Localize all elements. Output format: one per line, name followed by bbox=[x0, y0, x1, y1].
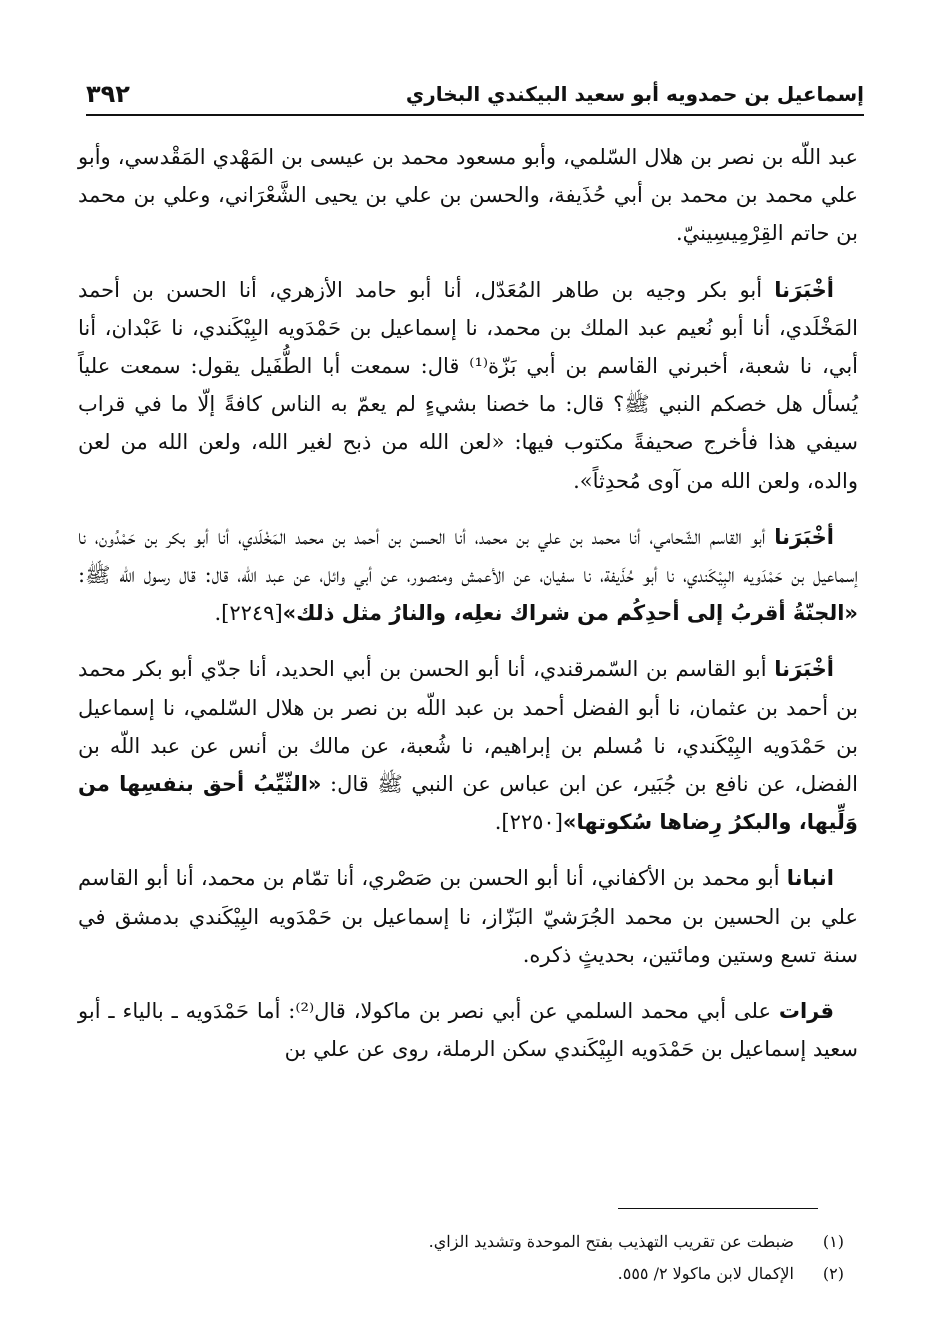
page-number: ٣٩٢ bbox=[86, 80, 130, 108]
footnote-text: ضبطت عن تقريب التهذيب بفتح الموحدة وتشديد الزاي. bbox=[428, 1232, 794, 1251]
paragraph bbox=[78, 859, 858, 974]
footnote bbox=[78, 1226, 844, 1258]
paragraph bbox=[78, 650, 858, 841]
footnotes bbox=[78, 1226, 844, 1290]
footnote-divider bbox=[618, 1208, 818, 1209]
paragraph-text: أبو بكر وجيه بن طاهر المُعَدّل، أنا أبو حامد الأزهري، أنا الحسن بن أحمد المَخْلَدي، أنا أبو نُعيم عبد الملك بن محمد، نا إسماعيل بن حَمْدَويه البِيْكَندي، نا عَبْدان، أنا أبي، نا شعبة، أخبرني القاسم بن أبي بَزّة⁽¹⁾ قال: سمعت أبا الطُّفَيل يقول: سمعت علياً يُسأل هل خصكم النبي ﷺ؟ قال: ما خصنا بشيءٍ لم يعمّ به الناس كافةً إلّا ما في قراب سيفي هذا فأخرج صحيفةً مكتوب فيها: «لعن الله من ذبح لغير الله، ولعن الله من لعن والده، ولعن الله من آوى مُحدِثاً». bbox=[78, 277, 858, 493]
hadith-text: «الثّيِّبُ أحق بنفسِها من وَلِّيها، والبكرُ رِضاها سُكوتها» bbox=[78, 772, 858, 835]
paragraph-lead: قرات bbox=[778, 999, 834, 1024]
paragraph bbox=[78, 138, 858, 253]
footnote-number: (٢) bbox=[822, 1264, 844, 1283]
paragraph-lead: انبانا bbox=[786, 866, 834, 891]
page-header bbox=[86, 74, 864, 116]
main-text bbox=[78, 138, 858, 1086]
paragraph bbox=[78, 271, 858, 500]
paragraph-text: أبو القاسم الشّحامي، أنا محمد بن علي بن محمد، أنا الحسن بن أحمد بن محمد المَخْلَدي، أنا أبو بكر بن حَمْدُون، نا إسماعيل بن حَمْدَويه البِيْكَندي، نا أبو حُذَيفة، نا سفيان، عن الأعمش ومنصور، عن أبي وائل، عن عبد اللّه، قال: قال رسول الله ﷺ: bbox=[78, 524, 858, 588]
footnote bbox=[78, 1258, 844, 1290]
hadith-reference: [٢٢٤٩]. bbox=[214, 601, 283, 626]
paragraph-text: أبو محمد بن الأكفاني، أنا أبو الحسن بن صَصْري، أنا تمّام بن محمد، أنا أبو القاسم علي بن الحسين بن محمد الجُرَشيّ البَزّاز، نا إسماعيل بن حَمْدَويه البِيْكَندي بدمشق في سنة تسع وستين ومائتين، بحديثٍ ذكره. bbox=[78, 866, 858, 967]
running-title: إسماعيل بن حمدويه أبو سعيد البيكندي البخاري bbox=[405, 82, 864, 106]
paragraph bbox=[78, 992, 858, 1068]
paragraph bbox=[78, 518, 858, 633]
footnote-number: (١) bbox=[822, 1232, 844, 1251]
paragraph-lead: أخْبَرَنا bbox=[774, 277, 834, 302]
paragraph-text: أبو القاسم بن السّمرقندي، أنا أبو الحسن بن أبي الحديد، أنا جدّي أبو بكر محمد بن أحمد بن عثمان، نا أبو الفضل أحمد بن عبد اللّه بن نصر بن هلال السّلمي، نا إسماعيل بن حَمْدَويه البِيْكَندي، نا مُسلم بن إبراهيم، نا شُعبة، عن مالك بن أنس عن عبد اللّه بن الفضل، عن نافع بن جُبَير، عن ابن عباس عن النبي ﷺ قال: bbox=[78, 657, 858, 797]
footnote-text: الإكمال لابن ماكولا ٢/ ٥٥٥. bbox=[617, 1264, 794, 1283]
paragraph-text: على أبي محمد السلمي عن أبي نصر بن ماكولا، قال⁽²⁾: أما حَمْدَويه ـ بالياء ـ أبو سعيد إسماعيل بن حَمْدَويه البِيْكَندي سكن الرملة، روى عن علي بن bbox=[78, 999, 858, 1062]
paragraph-lead: أخْبَرَنا bbox=[774, 657, 834, 682]
paragraph-text: عبد اللّه بن نصر بن هلال السّلمي، وأبو مسعود محمد بن عيسى بن المَهْدي المَقْدسي، وأبو علي محمد بن محمد بن أبي حُذَيفة، والحسن بن علي بن يحيى الشَّعْرَاني، وعلي بن محمد بن حاتم القِرْمِيسِينيّ. bbox=[78, 145, 858, 246]
hadith-text: «الجنّةُ أقربُ إلى أحدِكُم من شراك نعلِه، والنارُ مثل ذلك» bbox=[282, 601, 858, 626]
paragraph-lead: أخْبَرَنا bbox=[774, 524, 834, 549]
hadith-reference: [٢٢٥٠]. bbox=[494, 810, 563, 835]
